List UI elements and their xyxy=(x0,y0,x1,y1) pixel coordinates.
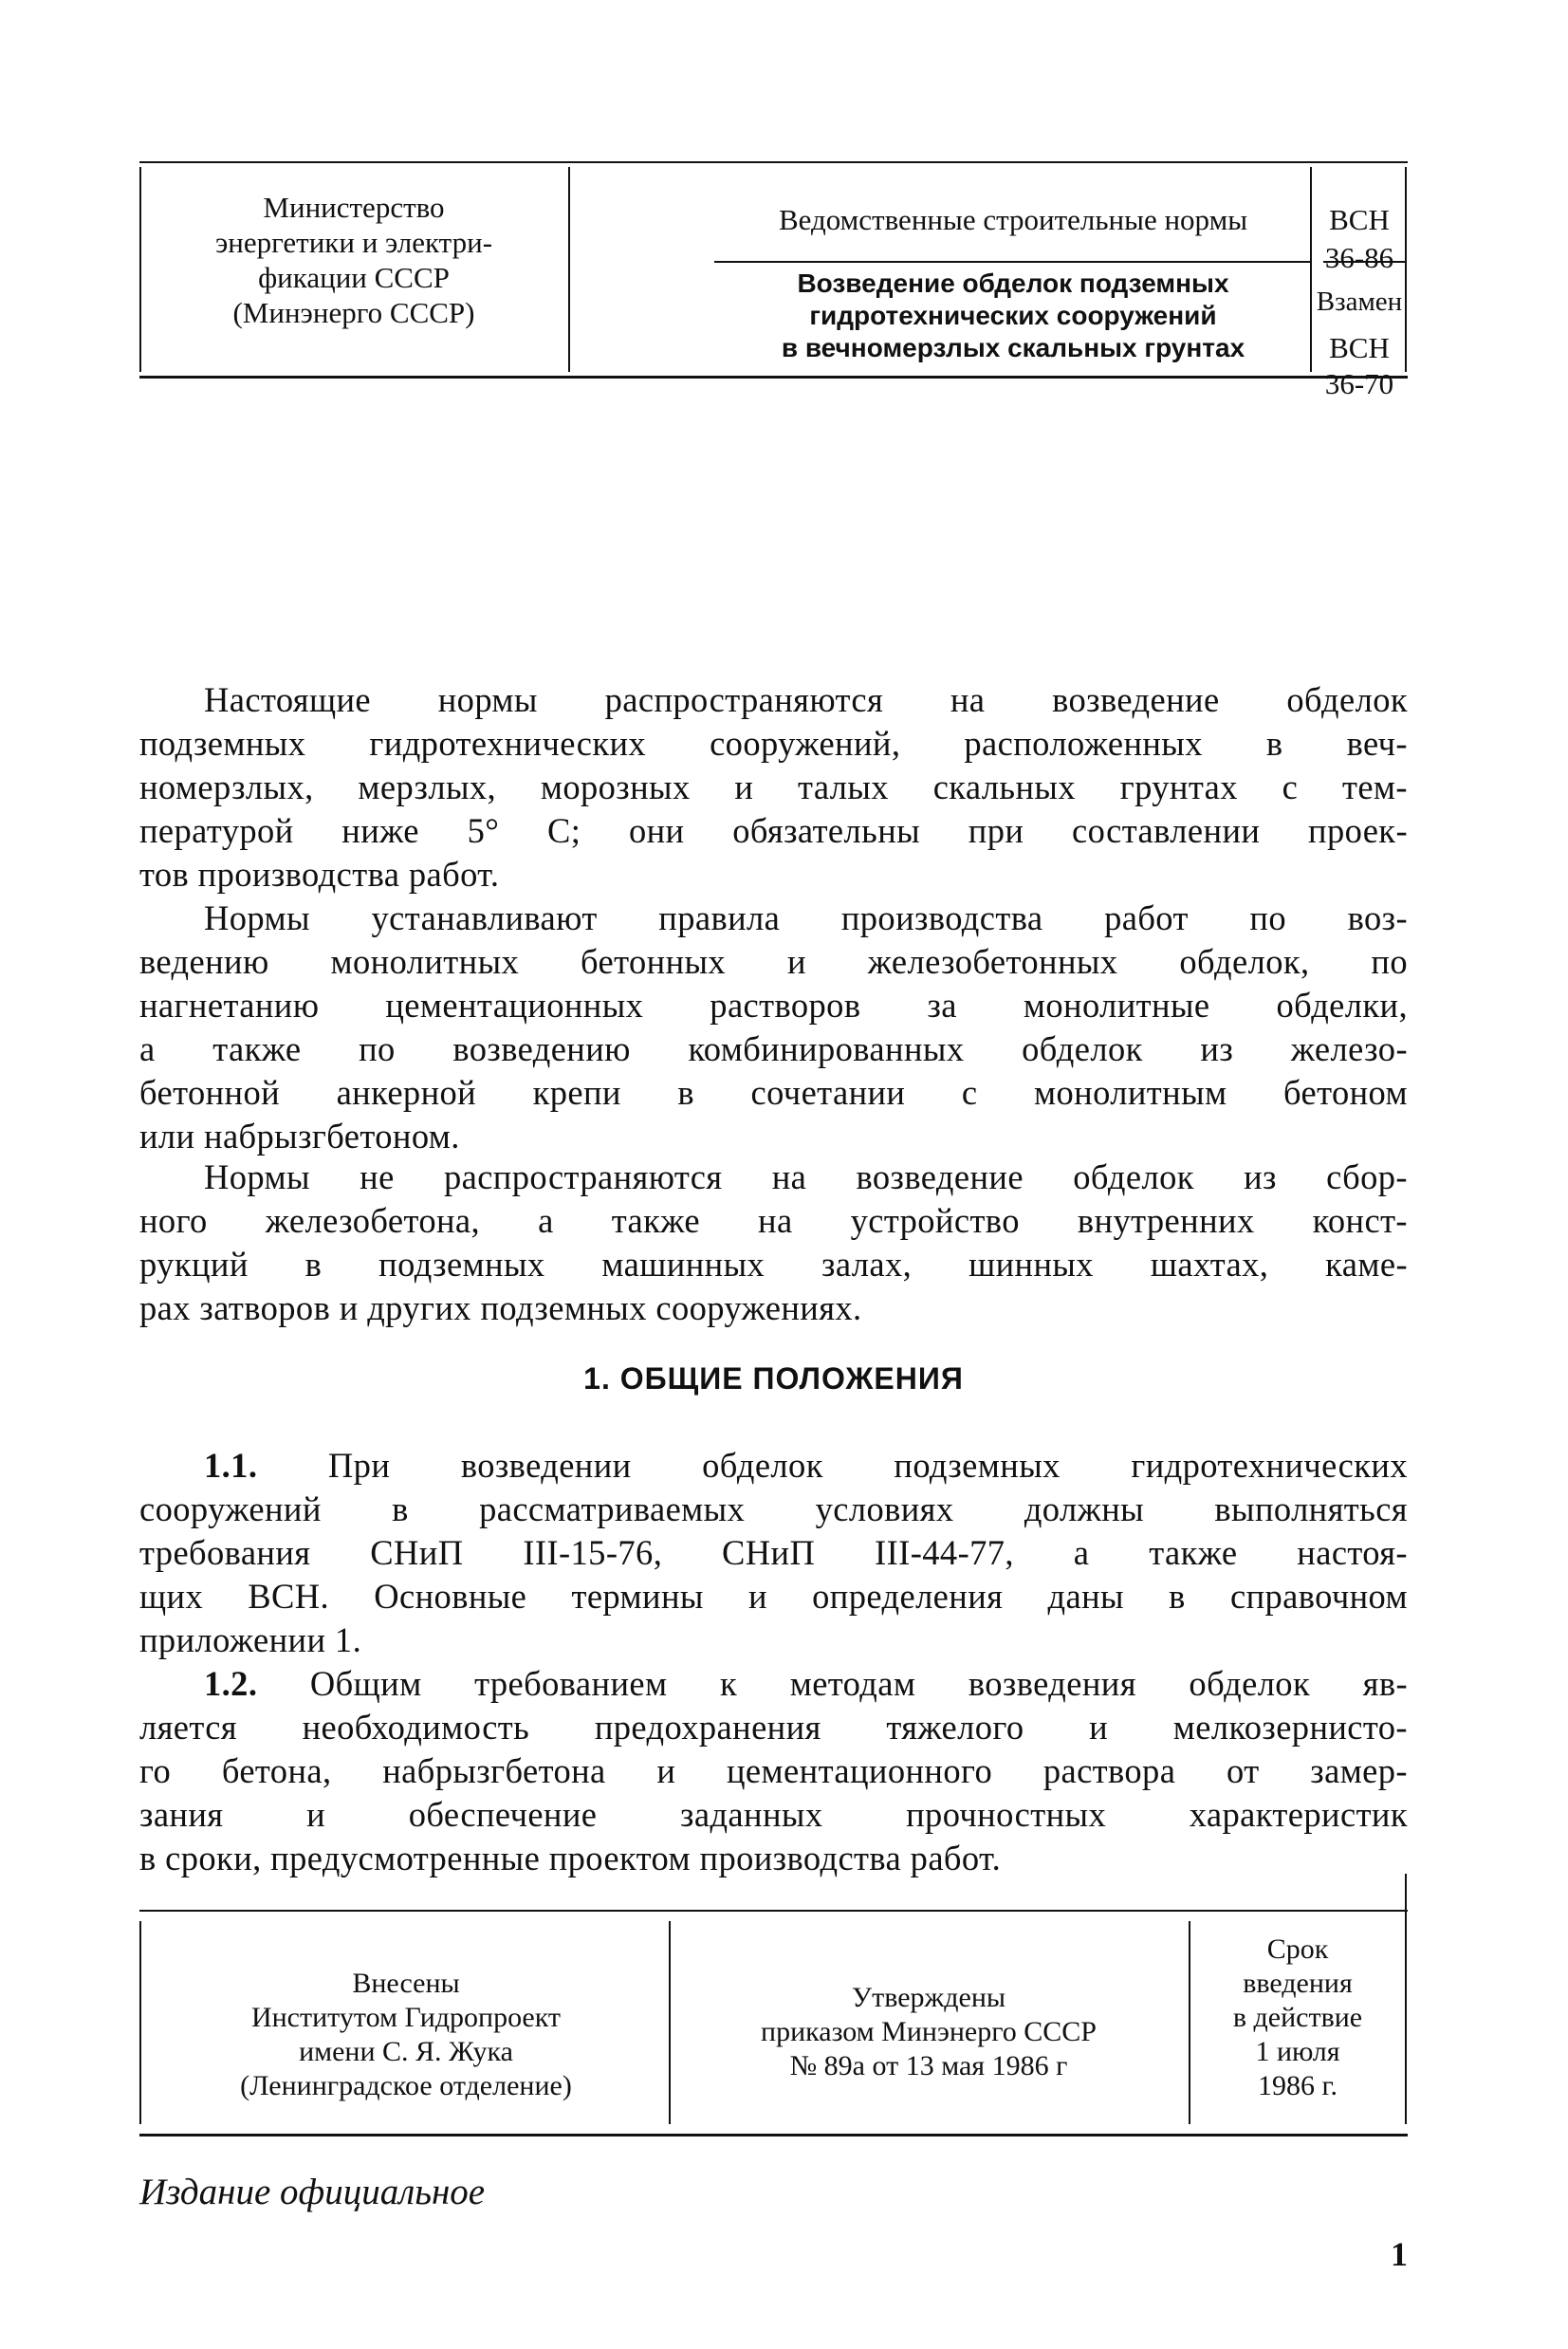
text-line: Настоящие нормы распространяются на возведение обделок xyxy=(204,680,1408,719)
footer-border-left xyxy=(139,1921,141,2124)
introduced-line: Институтом Гидропроект xyxy=(250,2002,562,2033)
effective-line: введения xyxy=(1243,1968,1353,1999)
text-line: в сроки, предусмотренные проектом производства работ. xyxy=(139,1839,1002,1877)
title-line: в вечномерзлых скальных грунтах xyxy=(781,333,1245,362)
footer-border-right xyxy=(1405,1874,1407,2124)
effective-line: 1986 г. xyxy=(1258,2070,1337,2101)
text-line xyxy=(139,1662,1408,1706)
effective-line: в действие xyxy=(1232,2002,1363,2033)
text-line: ного железобетона, а также на устройство внутренних конст- xyxy=(139,1201,1408,1240)
ministry-name xyxy=(145,190,563,330)
text-line: го бетона, набрызгбетона и цементационного раствора от замер- xyxy=(139,1751,1408,1790)
text-line: Нормы устанавливают правила производства работ по воз- xyxy=(204,898,1408,937)
text-line: номерзлых, мерзлых, морозных и талых скальных грунтах с тем- xyxy=(139,768,1408,806)
title-line: Возведение обделок подземных xyxy=(797,268,1229,298)
intro-paragraph-2 xyxy=(139,897,1408,1158)
header-table xyxy=(139,161,1408,400)
clause-1-1 xyxy=(139,1444,1408,1662)
page-number: 1 xyxy=(1391,2235,1408,2273)
ministry-line: фикации СССР xyxy=(258,261,450,294)
replaced-code: ВСН 36-70 xyxy=(1324,331,1394,400)
text-line: а также по возведению комбинированных обделок из железо- xyxy=(139,1029,1408,1068)
footer-divider-2 xyxy=(1189,1921,1190,2124)
intro-paragraph-3 xyxy=(139,1156,1408,1330)
text-line: или набрызгбетоном. xyxy=(139,1117,460,1156)
clause-number: 1.1. xyxy=(204,1446,258,1485)
text-line: тов производства работ. xyxy=(139,855,500,894)
clause-number: 1.2. xyxy=(204,1664,258,1703)
approved-line: приказом Минэнерго СССР xyxy=(761,2016,1097,2047)
header-rule xyxy=(714,261,1312,263)
approved-line: № 89а от 13 мая 1986 г xyxy=(789,2050,1068,2081)
approved-by xyxy=(673,1981,1185,2083)
text-line: зания и обеспечение заданных прочностных характеристик xyxy=(139,1795,1408,1834)
text-line: рукций в подземных машинных залах, шинных шахтах, каме- xyxy=(139,1245,1408,1284)
text-line: подземных гидротехнических сооружений, расположенных в веч- xyxy=(139,724,1408,763)
ministry-line: (Минэнерго СССР) xyxy=(232,296,475,329)
effective-date xyxy=(1192,1933,1403,2103)
introduced-line: (Ленинградское отделение) xyxy=(240,2070,572,2101)
text-line: щих ВСН. Основные термины и определения даны в справочном xyxy=(139,1577,1408,1616)
footer-divider-1 xyxy=(669,1921,671,2124)
edition-note: Издание официальное xyxy=(139,2172,486,2212)
text-line: нагнетанию цементационных растворов за монолитные обделки, xyxy=(139,986,1408,1025)
approved-line: Утверждены xyxy=(851,1982,1006,2013)
replaces-label: Взамен xyxy=(1316,287,1403,317)
header-divider-1 xyxy=(568,167,570,372)
introduced-line: Внесены xyxy=(352,1968,460,1999)
section-heading: 1. ОБЩИЕ ПОЛОЖЕНИЯ xyxy=(583,1361,964,1396)
effective-line: 1 июля xyxy=(1255,2036,1340,2067)
text-line: пературой ниже 5° С; они обязательны при составлении проек- xyxy=(139,811,1408,850)
text-line: рах затворов и других подземных сооружениях. xyxy=(139,1288,862,1327)
text-line xyxy=(139,1444,1408,1488)
text-line: бетонной анкерной крепи в сочетании с монолитным бетоном xyxy=(139,1073,1408,1112)
ministry-line: Министерство xyxy=(263,191,445,224)
text-line: ляется необходимость предохранения тяжелого и мелкозернисто- xyxy=(139,1708,1408,1747)
text-line: приложении 1. xyxy=(139,1620,362,1659)
document-code: ВСН 36-86 xyxy=(1324,203,1394,274)
effective-line: Срок xyxy=(1266,1933,1329,1965)
title-line: гидротехнических сооружений xyxy=(809,301,1217,330)
intro-paragraph-1 xyxy=(139,678,1408,897)
introduced-by xyxy=(145,1967,667,2103)
clause-text: Общим требованием к методам возведения обделок яв- xyxy=(309,1664,1409,1703)
document-type: Ведомственные строительные нормы xyxy=(778,203,1248,236)
text-line: требования СНиП III-15-76, СНиП III-44-77, а также настоя- xyxy=(139,1533,1408,1572)
footer-table xyxy=(139,1910,1408,2136)
text-line: сооружений в рассматриваемых условиях должны выполняться xyxy=(139,1489,1408,1528)
clause-1-2 xyxy=(139,1662,1408,1880)
header-border-left xyxy=(139,167,141,372)
introduced-line: имени С. Я. Жука xyxy=(299,2036,513,2067)
document-title xyxy=(714,268,1312,364)
clause-text: При возведении обделок подземных гидротехнических xyxy=(327,1446,1408,1485)
ministry-line: энергетики и электри- xyxy=(214,226,493,259)
text-line: Нормы не распространяются на возведение обделок из сбор- xyxy=(204,1157,1408,1196)
text-line: ведению монолитных бетонных и железобетонных обделок, по xyxy=(139,942,1408,981)
